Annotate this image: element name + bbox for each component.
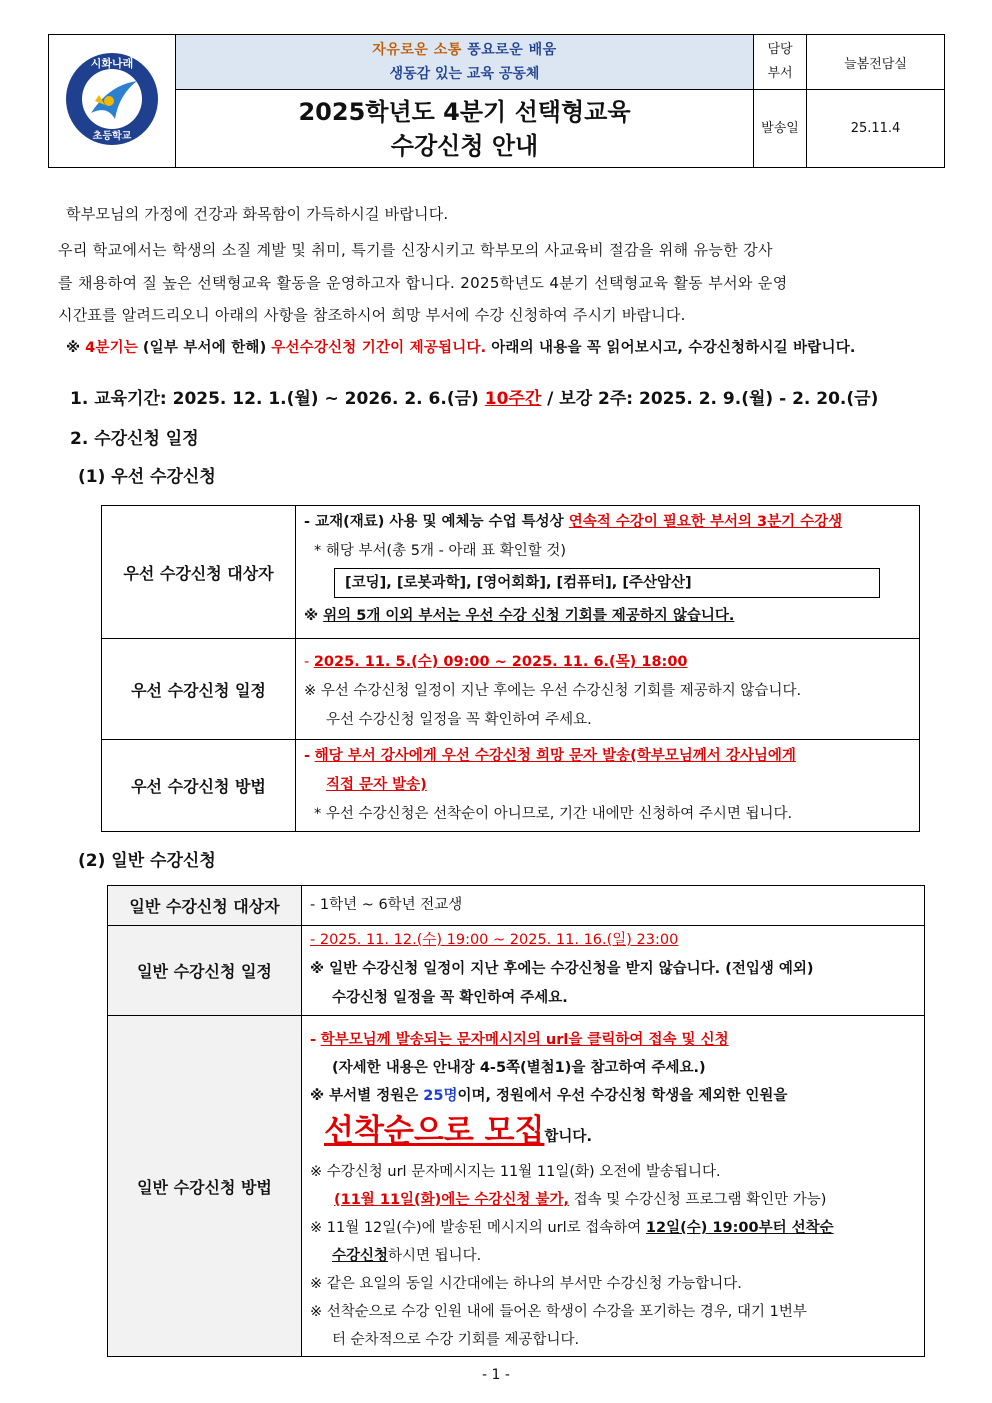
intro-greeting: 학부모님의 가정에 건강과 화목함이 가득하시길 바랍니다. [66,205,449,223]
dept-label-cell [754,35,807,90]
general-method-line6 [310,1186,918,1214]
general-method-l6-red: (11월 11일(화)에는 수강신청 불가, [334,1192,569,1208]
general-schedule-line2: ※ 일반 수강신청 일정이 지난 후에는 수강신청을 받지 않습니다. (전입생 예외) [310,961,814,977]
general-method-line9: ※ 같은 요일의 동일 시간대에는 하나의 부서만 수강신청 가능합니다. [310,1276,742,1292]
priority-method-label: 우선 수강신청 방법 [102,740,296,832]
note-red2: 우선수강신청 기간이 제공됩니다. [271,340,487,356]
slogan-part1: 자유로운 소통 [372,42,462,58]
title-line1: 2025학년도 4분기 선택형교육 [298,97,631,126]
general-method-content [302,1016,925,1357]
method-l1: 해당 부서 강사에게 우선 수강신청 희망 문자 발송(학부모님께서 강사님에게 [314,748,796,764]
general-method-l7a: ※ 11월 12일(수)에 발송된 메시지의 url로 접속하여 [310,1220,642,1236]
general-method-l3c: 이며, 정원에서 우선 수강신청 학생을 제외한 인원을 [457,1088,788,1104]
general-method-line5: ※ 수강신청 url 문자메시지는 11월 11일(화) 오전에 발송됩니다. [310,1164,721,1180]
note-red1: 4분기는 [85,340,139,356]
priority-target-line3 [304,602,913,631]
schedule-dates: 2025. 11. 5.(수) 09:00 ~ 2025. 11. 6.(목) 18:00 [313,654,688,670]
slogan-line1 [176,38,753,62]
target-l1b: 연속적 수강이 필요한 부서의 3분기 수강생 [568,514,843,530]
general-method-l1: 학부모님께 발송되는 문자메시지의 url을 클릭하여 접속 및 신청 [320,1032,729,1048]
slogan-cell [176,35,754,90]
target-l1a: - 교재(재료) 사용 및 예체능 수업 특성상 [304,514,564,530]
priority-method-line1 [304,742,913,771]
section2-title: 2. 수강신청 일정 [70,429,199,449]
method-l2: 직접 문자 발송) [326,777,427,793]
general-schedule-content [302,926,925,1016]
general-method-l4-end: 합니다. [544,1129,592,1145]
priority-target-line2: * 해당 부서(총 5개 - 아래 표 확인할 것) [314,543,566,559]
priority-target-line1 [304,508,913,537]
title-line2: 수강신청 안내 [390,131,539,160]
general-target-value: - 1학년 ~ 6학년 전교생 [302,886,925,926]
education-period [70,384,878,409]
general-method-l7b: 12일(수) 19:00부터 선착순 [645,1220,834,1236]
general-method-line4 [310,1110,918,1158]
slogan-part2: 풍요로운 배움 [467,42,557,58]
date-value: 25.11.4 [807,90,945,168]
first-come-emphasis: 선착순으로 모집 [324,1113,545,1149]
general-heading: (2) 일반 수강신청 [78,851,216,871]
general-schedule-label: 일반 수강신청 일정 [108,926,302,1016]
general-schedule-line3: 수강신청 일정을 꼭 확인하여 주세요. [332,990,568,1006]
general-method-label: 일반 수강신청 방법 [108,1016,302,1357]
logo-text-top: 시화나래 [90,57,134,70]
general-schedule-line1 [310,926,918,955]
general-table [107,885,925,1357]
note-mid: (일부 부서에 한해) [142,340,267,356]
priority-target-content [296,506,920,639]
intro-line2: 를 채용하여 질 높은 선택형교육 활동을 운영하고자 합니다. 2025학년도 4분기 선택형교육 활동 부서와 운영 [58,274,788,292]
schedule-dash: - [304,654,310,670]
priority-table [101,505,920,832]
method-dash: - [304,748,311,764]
logo-text-bottom: 초등학교 [92,131,132,142]
general-target-label: 일반 수강신청 대상자 [108,886,302,926]
page-title [176,90,754,168]
dept-label-2: 부서 [767,66,793,81]
general-method-line2: (자세한 내용은 안내장 4-5쪽(별첨1)을 참고하여 주세요.) [332,1060,706,1076]
general-method-line8 [310,1242,918,1270]
general-method-l3a: ※ 부서별 정원은 [310,1088,419,1104]
priority-department-box: [코딩], [로봇과학], [영어회화], [컴퓨터], [주산암산] [334,568,880,598]
priority-method-content [296,740,920,832]
dept-value: 늘봄전담실 [807,35,945,90]
intro-note [66,332,856,365]
header-table [48,34,945,168]
general-schedule-dates: - 2025. 11. 12.(수) 19:00 ~ 2025. 11. 16.(일) 23:00 [310,932,679,948]
page-number: - 1 - [482,1367,510,1383]
target-l3-mark: ※ [304,608,319,624]
intro-line3: 시간표를 알려드리오니 아래의 사항을 참조하시어 희망 부서에 수강 신청하여 주시기 바랍니다. [58,306,686,324]
priority-target-label: 우선 수강신청 대상자 [102,506,296,639]
general-method-l8a: 수강신청 [332,1248,389,1264]
dept-label-1: 담당 [767,42,793,57]
slogan-line2: 생동감 있는 교육 공동체 [389,66,540,82]
priority-schedule-line3: 우선 수강신청 일정을 꼭 확인하여 주세요. [326,712,592,728]
date-label: 발송일 [754,90,807,168]
general-method-line1 [310,1026,918,1054]
priority-method-line3: * 우선 수강신청은 선착순이 아니므로, 기간 내에만 신청하여 주시면 됩니다. [314,806,793,822]
note-mark: ※ [66,340,81,356]
general-method-l8b: 하시면 됩니다. [388,1248,482,1264]
period-prefix: 1. 교육기간: 2025. 12. 1.(월) ~ 2026. 2. 6.(금) [70,389,479,409]
note-end: 아래의 내용을 꼭 읽어보시고, 수강신청하시길 바랍니다. [491,340,856,356]
school-logo [49,35,175,163]
priority-heading: (1) 우선 수강신청 [78,467,216,487]
period-suffix: / 보강 2주: 2025. 2. 9.(월) - 2. 20.(금) [547,389,879,409]
priority-schedule-line2: ※ 우선 수강신청 일정이 지난 후에는 우선 수강신청 기회를 제공하지 않습니다. [304,683,802,699]
general-method-line10: ※ 선착순으로 수강 인원 내에 들어온 학생이 수강을 포기하는 경우, 대기 1번부 [310,1304,807,1320]
intro-line1: 우리 학교에서는 학생의 소질 계발 및 취미, 특기를 신장시키고 학부모의 사교육비 절감을 위해 유능한 강사 [58,241,773,259]
target-l3: 위의 5개 이외 부서는 우선 수강 신청 기회를 제공하지 않습니다. [323,608,735,624]
general-method-line11: 터 순차적으로 수강 기회를 제공합니다. [332,1332,580,1348]
general-method-line3 [310,1082,918,1110]
logo-cell [49,35,176,168]
general-method-dash: - [310,1032,317,1048]
general-method-capacity: 25명 [423,1088,458,1104]
general-method-l6-end: 접속 및 수강신청 프로그램 확인만 가능) [573,1192,827,1208]
period-weeks: 10주간 [484,389,542,409]
priority-schedule-label: 우선 수강신청 일정 [102,639,296,740]
priority-schedule-content [296,639,920,740]
priority-method-line2 [304,771,913,800]
priority-schedule-line1 [304,648,913,677]
general-method-line7 [310,1214,918,1242]
